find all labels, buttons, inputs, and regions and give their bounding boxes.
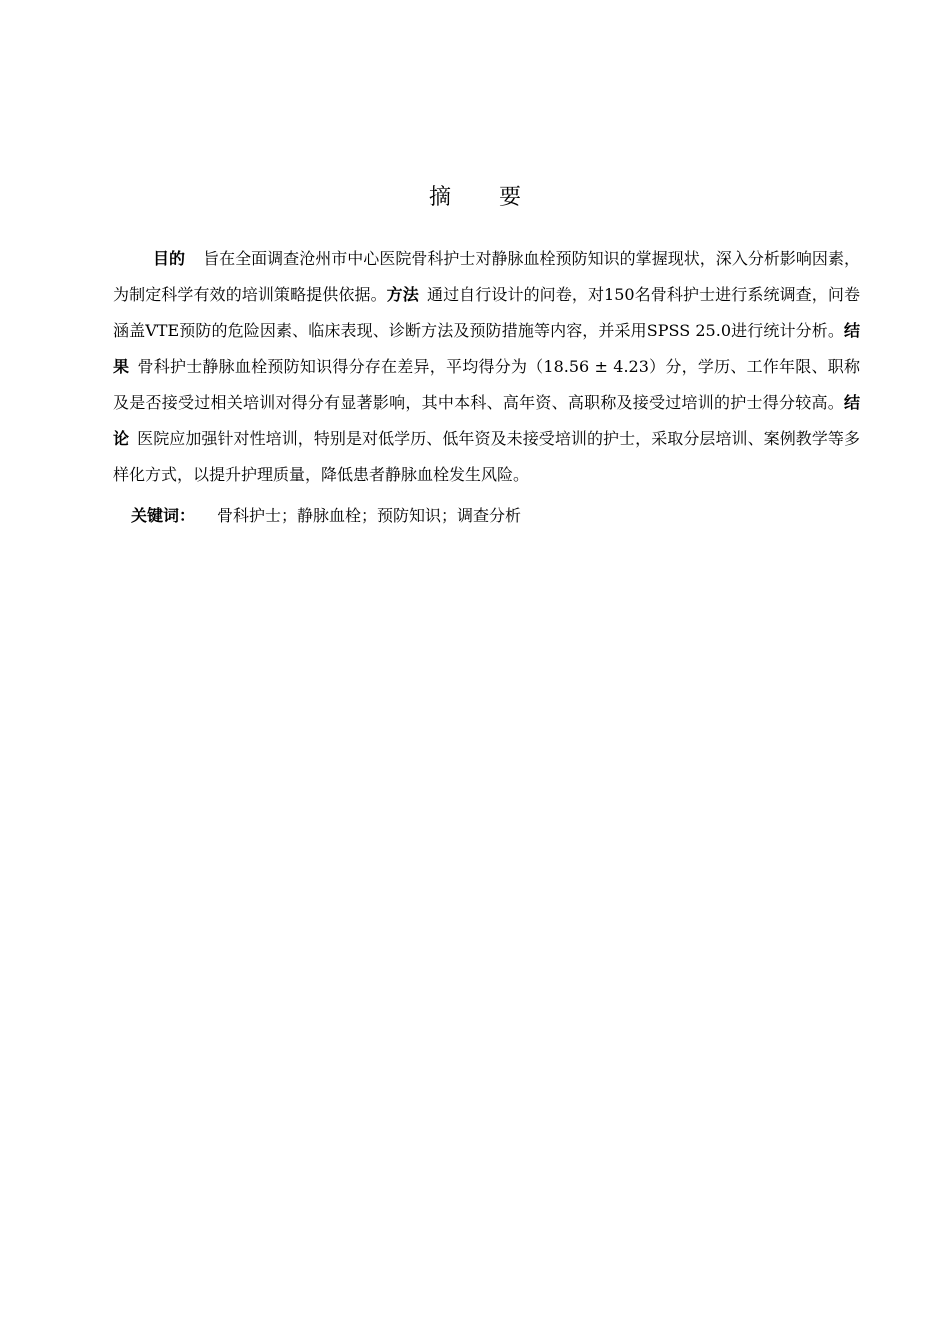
result-label: 结果 xyxy=(113,321,860,376)
conclusion-label: 结论 xyxy=(113,393,860,448)
purpose-label: 目的 xyxy=(153,249,186,268)
method-text: 通过自行设计的问卷，对150名骨科护士进行系统调查，问卷涵盖VTE预防的危险因素、临床表现、诊断方法及预防措施等内容，并采用SPSS 25.0进行统计分析。 xyxy=(113,285,860,340)
keywords-value: 骨科护士；静脉血栓；预防知识；调查分析 xyxy=(217,506,522,525)
result-text: 骨科护士静脉血栓预防知识得分存在差异，平均得分为（18.56 ± 4.23）分，学历、工作年限、职称及是否接受过相关培训对得分有显著影响，其中本科、高年资、高职称及接受过培训的护士得分较高。 xyxy=(113,357,860,412)
keywords-label: 关键词： xyxy=(131,506,196,525)
keywords-line xyxy=(131,498,521,534)
page-title xyxy=(0,180,950,216)
conclusion-text: 医院应加强针对性培训，特别是对低学历、低年资及未接受培训的护士，采取分层培训、案例教学等多样化方式，以提升护理质量，降低患者静脉血栓发生风险。 xyxy=(113,429,860,484)
title-char-1: 摘 xyxy=(428,185,451,210)
purpose-text: 旨在全面调查沧州市中心医院骨科护士对静脉血栓预防知识的掌握现状，深入分析影响因素，为制定科学有效的培训策略提供依据。 xyxy=(113,249,860,304)
abstract-paragraph xyxy=(113,241,860,493)
method-label: 方法 xyxy=(386,285,419,304)
title-char-2: 要 xyxy=(499,185,522,210)
